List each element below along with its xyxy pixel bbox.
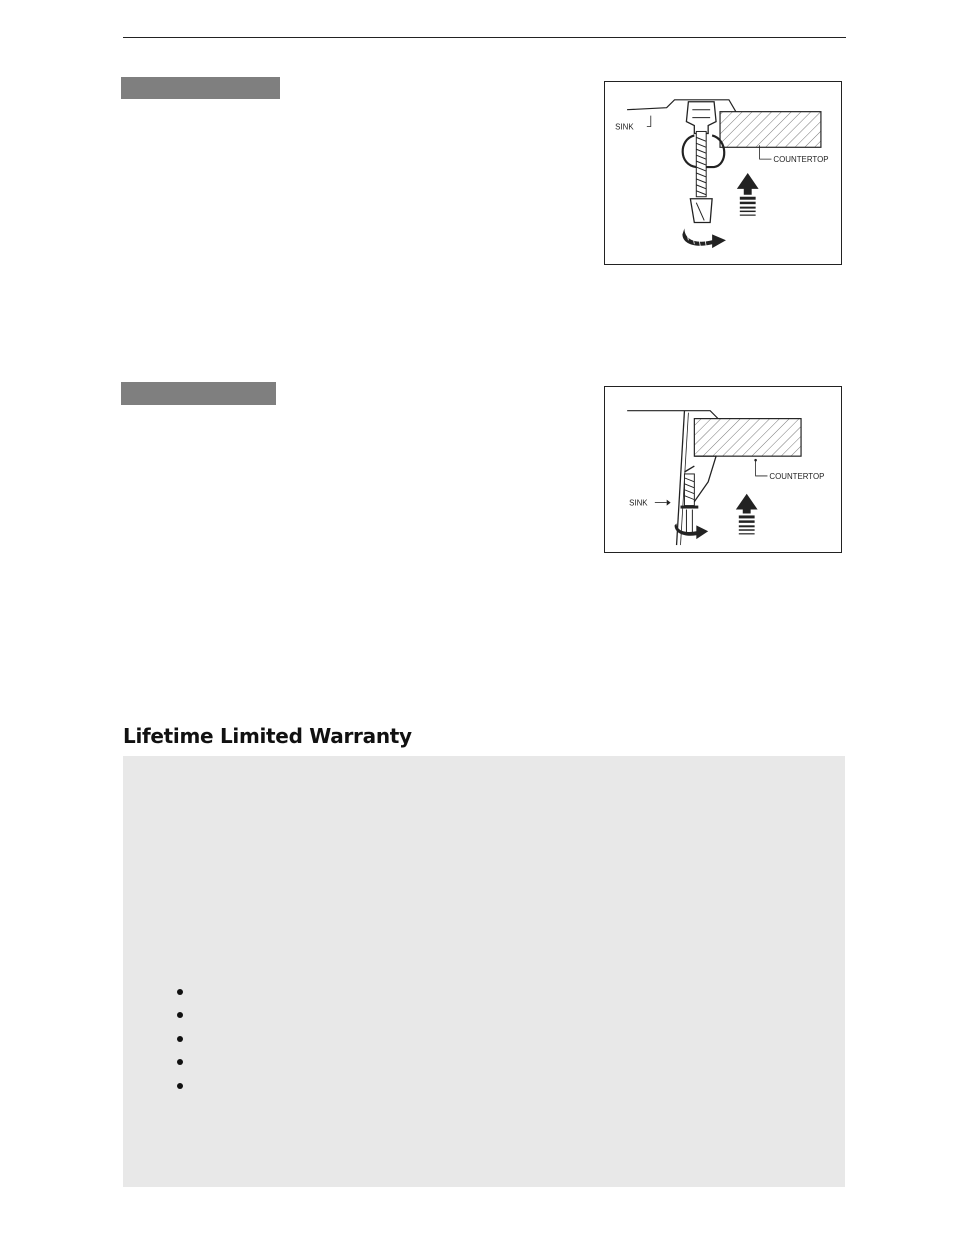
figure-2-countertop-label: COUNTERTOP	[769, 471, 825, 481]
bullet-icon	[177, 1083, 183, 1089]
section-tab-2	[121, 382, 276, 405]
warranty-title: Lifetime Limited Warranty	[123, 724, 412, 748]
up-arrow-icon	[736, 494, 758, 535]
bolt-mount-diagram	[605, 387, 841, 552]
bullet-icon	[177, 1059, 183, 1065]
warranty-bullet-list	[175, 984, 775, 1101]
rotate-arrow-icon	[682, 228, 726, 248]
clip-mount-diagram	[605, 82, 841, 264]
countertop-block	[720, 112, 821, 148]
figure-2-sink-label: SINK	[629, 498, 648, 508]
figure-clip-mount	[604, 81, 842, 265]
list-item	[175, 984, 775, 1007]
list-item	[175, 1078, 775, 1101]
list-item	[175, 1031, 775, 1054]
figure-1-sink-label: SINK	[615, 122, 634, 132]
list-item	[175, 1054, 775, 1077]
list-item	[175, 1007, 775, 1030]
rotate-arrow-icon	[675, 523, 709, 539]
countertop-block	[694, 419, 801, 457]
top-rule	[123, 37, 846, 38]
sink-rim	[627, 100, 736, 112]
section-tab-1	[121, 77, 280, 99]
figure-1-countertop-label: COUNTERTOP	[773, 155, 829, 165]
bullet-icon	[177, 989, 183, 995]
bullet-icon	[177, 1036, 183, 1042]
bullet-icon	[177, 1012, 183, 1018]
sink-rim	[627, 411, 718, 419]
figure-bolt-mount	[604, 386, 842, 553]
up-arrow-icon	[737, 173, 759, 216]
warranty-panel	[123, 756, 845, 1187]
mounting-clip-icon	[683, 102, 725, 223]
